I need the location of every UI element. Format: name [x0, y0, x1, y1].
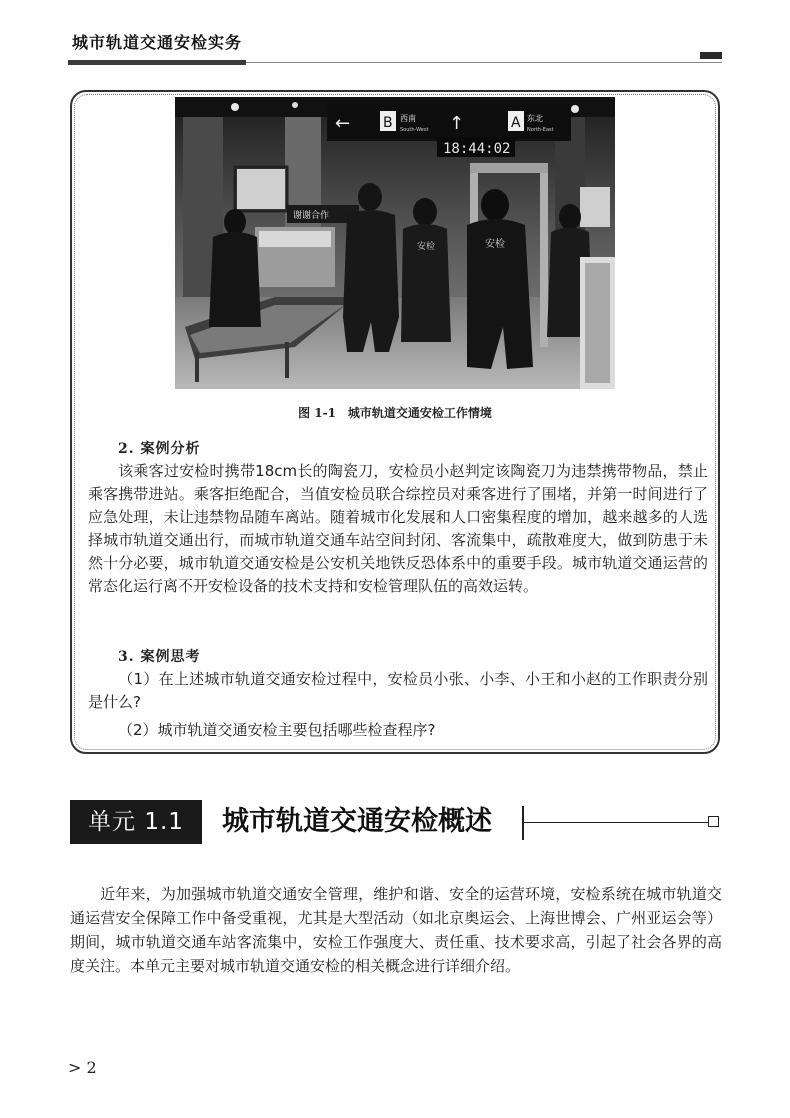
vest-label-1: 安检 — [417, 242, 436, 252]
figure-caption: 图 1-1 城市轨道交通安检工作情境 — [298, 406, 492, 420]
question-2-paragraph — [88, 719, 708, 742]
unit-badge: 单元 1.1 — [70, 800, 202, 844]
analysis-text: 该乘客过安检时携带18cm长的陶瓷刀，安检员小赵判定该陶瓷刀为违禁携带物品，禁止乘客携带进站。乘客拒绝配合，当值安检员联合综控员对乘客进行了围堵，并第一时间进行了应急处理，未让违禁物品随车离站。随着城市化发展和人口密集程度的增加，越来越多的人选择城市轨道交通出行，而城市轨道交通车站空间封闭、客流集中，疏散难度大，做到防患于未然十分必要，城市轨道交通安检是公安机关地铁反恐体系中的重要手段。城市轨道交通运营的常态化运行离不开安检设备的技术支持和安检管理队伍的高效运转。 — [88, 462, 708, 595]
intro-text: 近年来，为加强城市轨道交通安全管理，维护和谐、安全的运营环境，安检系统在城市轨道交通运营安全保障工作中备受重视，尤其是大型活动（如北京奥运会、上海世博会、广州亚运会等）期间，城市轨道交通车站客流集中，安检工作强度大、责任重、技术要求高，引起了社会各界的高度关注。本单元主要对城市轨道交通安检的相关概念进行详细介绍。 — [70, 885, 722, 975]
thinking-heading: 3. 案例思考 — [118, 649, 201, 665]
exit-a-letter: A — [511, 115, 521, 131]
header-rule-thick — [68, 60, 246, 65]
running-header-title: 城市轨道交通安检实务 — [72, 33, 243, 52]
vest-label-2: 安检 — [485, 239, 505, 250]
exit-b-direction: 西南 — [400, 114, 416, 123]
station-clock: 18:44:02 — [443, 141, 511, 157]
analysis-paragraph — [88, 460, 708, 598]
header-block-mark — [700, 52, 722, 59]
exit-b-direction-en: South-West — [400, 127, 429, 133]
exit-a-direction-en: North-East — [527, 127, 554, 133]
exit-b-letter: B — [383, 115, 393, 131]
unit-rule-horizontal — [524, 822, 708, 823]
unit-square-ornament — [708, 816, 719, 827]
question-2: （2）城市轨道交通安检主要包括哪些检查程序? — [118, 721, 436, 739]
question-1: （1）在上述城市轨道交通安检过程中，安检员小张、小李、小王和小赵的工作职责分别是什么? — [88, 670, 708, 711]
intro-paragraph — [70, 882, 722, 978]
page-number: > 2 — [68, 1058, 97, 1077]
svg-text:←: ← — [335, 113, 351, 134]
booth-sign: 谢谢合作 — [293, 211, 330, 221]
unit-title: 城市轨道交通安检概述 — [222, 806, 492, 837]
svg-text:↑: ↑ — [449, 113, 465, 134]
header-rule-thin — [246, 62, 722, 63]
question-1-paragraph — [88, 668, 708, 714]
security-check-photo — [175, 97, 615, 389]
exit-a-direction: 东北 — [527, 114, 543, 123]
analysis-heading: 2. 案例分析 — [118, 441, 201, 457]
unit-rule-vertical — [522, 806, 524, 840]
